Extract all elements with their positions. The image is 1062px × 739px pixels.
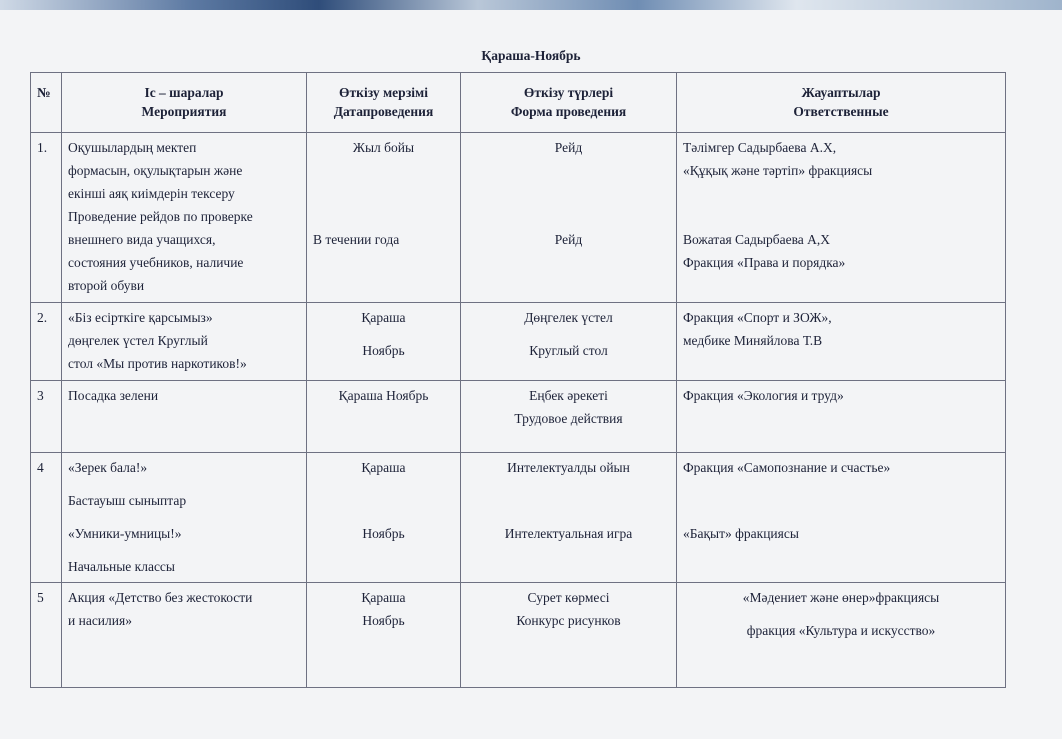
header-responsible: Жауаптылар Ответственные [677, 73, 1006, 133]
responsible-cell: Фракция «Самопознание и счастье» «Бақыт» фракциясы [677, 453, 1006, 583]
event-cell: «Біз есірткіге қарсымыз» дөңгелек үстел Круглый стол «Мы против наркотиков!» [62, 303, 307, 381]
row-number: 3 [31, 381, 62, 453]
header-num: № [31, 73, 62, 133]
table-header-row [31, 73, 1006, 133]
responsible-cell: Тәлімгер Садырбаева А.Х, «Құқық және тәртіп» фракциясы Вожатая Садырбаева А,Х Фракция «Права и порядка» [677, 133, 1006, 303]
document-title: Қараша-Ноябрь [481, 48, 581, 63]
date-cell: Қараша Ноябрь [307, 453, 461, 583]
table-row [31, 303, 1006, 381]
row-number: 1. [31, 133, 62, 303]
event-cell: Акция «Детство без жестокости и насилия» [62, 583, 307, 688]
row-number: 5 [31, 583, 62, 688]
event-cell: Оқушылардың мектеп формасын, оқулықтарын және екінші аяқ киімдерін тексеру Проведение рейдов по проверке внешнего вида учащихся, состояния учебников, наличие второй обуви [62, 133, 307, 303]
header-events: Іс – шаралар Мероприятия [62, 73, 307, 133]
form-cell: Еңбек әрекеті Трудовое действия [461, 381, 677, 453]
date-cell: Қараша Ноябрь [307, 303, 461, 381]
form-cell: Сурет көрмесі Конкурс рисунков [461, 583, 677, 688]
table-row [31, 381, 1006, 453]
form-cell: Рейд Рейд [461, 133, 677, 303]
row-number: 4 [31, 453, 62, 583]
responsible-cell: «Мәдениет және өнер»фракциясы фракция «Культура и искусство» [677, 583, 1006, 688]
event-cell: «Зерек бала!» Бастауыш сыныптар «Умники-умницы!» Начальные классы [62, 453, 307, 583]
responsible-cell: Фракция «Экология и труд» [677, 381, 1006, 453]
date-cell: Қараша Ноябрь [307, 381, 461, 453]
table-row [31, 453, 1006, 583]
form-cell: Дөңгелек үстел Круглый стол [461, 303, 677, 381]
date-cell: Жыл бойы В течении года [307, 133, 461, 303]
events-table [30, 72, 1006, 688]
event-cell: Посадка зелени [62, 381, 307, 453]
date-cell: Қараша Ноябрь [307, 583, 461, 688]
table-row [31, 133, 1006, 303]
responsible-cell: Фракция «Спорт и ЗОЖ», медбике Миняйлова Т.В [677, 303, 1006, 381]
header-forms: Өткізу түрлері Форма проведения [461, 73, 677, 133]
row-number: 2. [31, 303, 62, 381]
form-cell: Интелектуалды ойын Интелектуальная игра [461, 453, 677, 583]
table-row [31, 583, 1006, 688]
header-dates: Өткізу мерзімі Датапроведения [307, 73, 461, 133]
